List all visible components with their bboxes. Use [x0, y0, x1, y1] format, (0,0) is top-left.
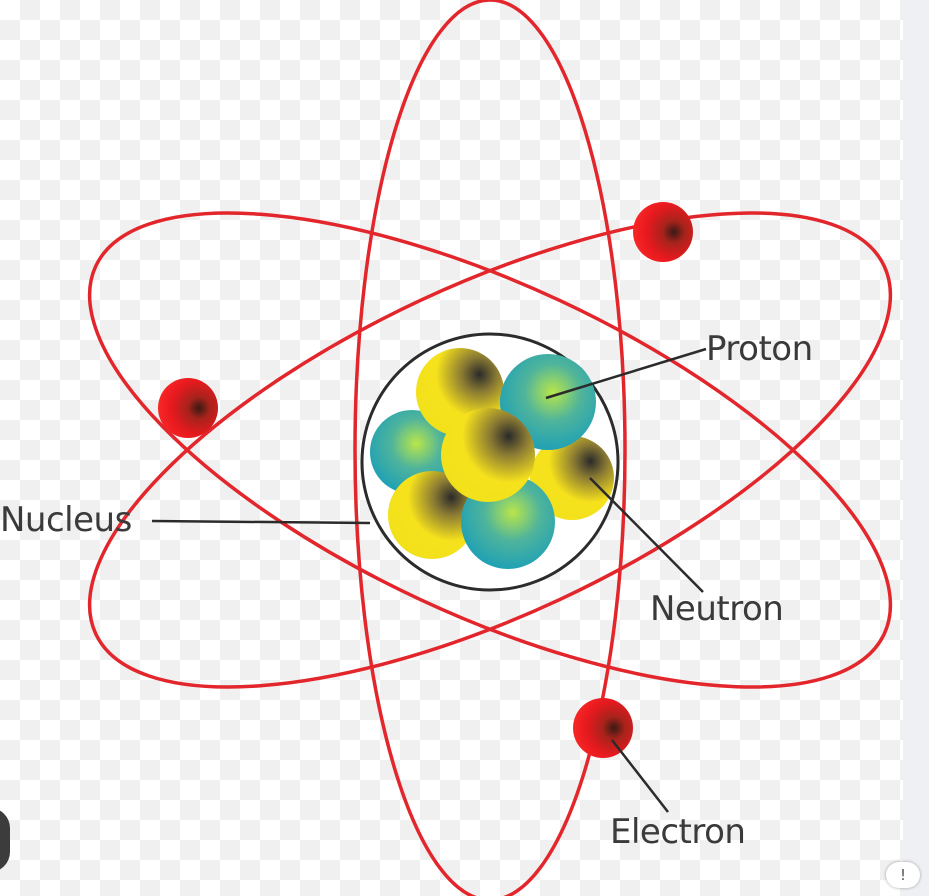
proton-label: Proton [706, 329, 813, 369]
proton-particle [441, 408, 535, 502]
electron-particle [633, 202, 693, 262]
electron-particle [573, 698, 633, 758]
nucleus-leader-line [152, 521, 370, 523]
electron-leader-line [612, 740, 668, 812]
cloud-alert-icon[interactable]: ! [886, 862, 920, 888]
nucleus-label: Nucleus [0, 500, 132, 540]
nucleus [362, 334, 618, 590]
electron-label: Electron [610, 812, 746, 852]
neutron-label: Neutron [650, 589, 784, 629]
electron-particle [158, 378, 218, 438]
